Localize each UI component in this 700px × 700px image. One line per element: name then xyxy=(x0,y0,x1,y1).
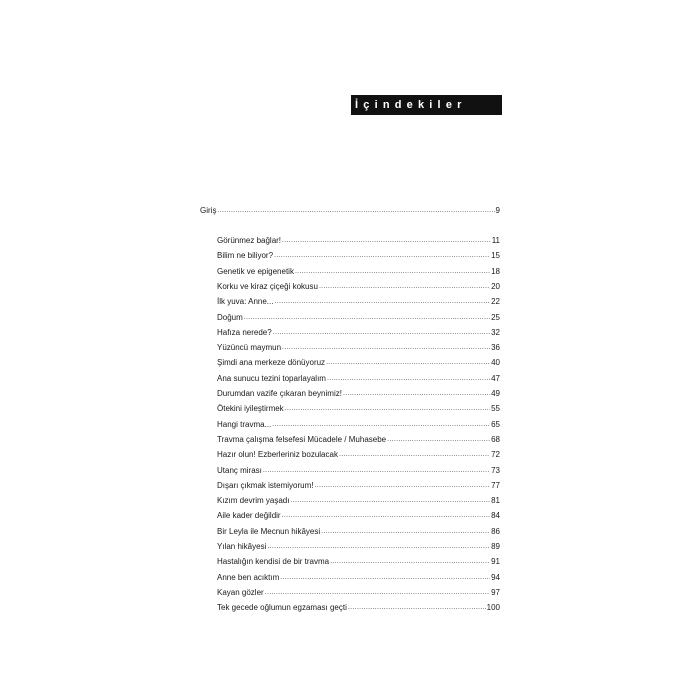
toc-dot-leader xyxy=(290,496,490,506)
toc-entry-title: Genetik ve epigenetik xyxy=(217,266,294,276)
toc-entry-row xyxy=(217,511,500,521)
toc-entry-row xyxy=(217,420,500,430)
toc-entry-page: 40 xyxy=(491,358,500,368)
toc-entry-page: 36 xyxy=(491,343,500,353)
toc-dot-leader xyxy=(339,450,490,460)
toc-entry-page: 86 xyxy=(491,526,500,536)
toc-entry-row xyxy=(217,236,500,246)
toc-entry-row xyxy=(217,358,500,368)
toc-entry-title: Yılan hikâyesi xyxy=(217,542,267,551)
toc-entry-page: 65 xyxy=(491,419,500,429)
toc-dot-leader xyxy=(319,282,490,292)
toc-dot-leader xyxy=(343,389,490,399)
toc-entry-row xyxy=(217,603,500,613)
toc-dot-leader xyxy=(330,557,490,567)
toc-entry-page: 55 xyxy=(491,404,500,414)
toc-dot-leader xyxy=(217,206,494,216)
toc-entry-title: Yüzüncü maymun xyxy=(217,343,282,353)
toc-entry-page: 91 xyxy=(491,557,500,567)
toc-entry-title: Ötekini iyileştirmek xyxy=(217,404,284,414)
toc-entry-title: Korku ve kiraz çiçeği kokusu xyxy=(217,281,318,291)
toc-dot-leader xyxy=(273,328,490,338)
toc-dot-leader xyxy=(387,435,490,445)
toc-entry-title: Utanç mirası xyxy=(217,465,262,475)
toc-entry-row xyxy=(217,496,500,506)
toc-entry-title: Doğum xyxy=(217,312,243,322)
toc-entry-title: Giriş xyxy=(200,206,217,215)
toc-dot-leader xyxy=(267,542,490,552)
toc-entry-title: Dışarı çıkmak istemiyorum! xyxy=(217,480,314,490)
toc-entry-row xyxy=(217,267,500,277)
toc-entry-row xyxy=(217,481,500,491)
toc-entry-title: İlk yuva: Anne... xyxy=(217,297,274,307)
toc-entry-row xyxy=(217,389,500,399)
toc-entry-title: Aile kader değildir xyxy=(217,511,281,521)
toc-dot-leader xyxy=(285,404,490,414)
toc-entry-title: Travma çalışma felsefesi Mücadele / Muhasebe xyxy=(217,434,387,444)
toc-entry-page: 97 xyxy=(491,587,500,597)
toc-entry-row xyxy=(217,297,500,307)
toc-entry-page: 15 xyxy=(491,251,500,261)
toc-entry-page: 22 xyxy=(491,297,500,307)
toc-entry-row xyxy=(217,251,500,261)
toc-entry-title: Durumdan vazife çıkaran beynimiz! xyxy=(217,389,342,398)
toc-entry-page: 20 xyxy=(491,281,500,291)
toc-entry-row xyxy=(217,466,500,476)
toc-entry-row xyxy=(217,527,500,537)
toc-dot-leader xyxy=(295,267,490,277)
toc-dot-leader xyxy=(272,420,490,430)
toc-entry-title: Görünmez bağlar! xyxy=(217,236,282,245)
toc-dot-leader xyxy=(282,343,490,353)
toc-dot-leader xyxy=(348,603,486,613)
toc-dot-leader xyxy=(327,374,490,384)
toc-entry-title: Bilim ne biliyor? xyxy=(217,251,274,261)
toc-dot-leader xyxy=(265,588,490,598)
toc-entry-row xyxy=(217,282,500,292)
toc-entry-page: 18 xyxy=(491,266,500,276)
toc-entry-page: 9 xyxy=(495,206,500,215)
toc-entry-row xyxy=(217,573,500,583)
toc-entry-page: 81 xyxy=(491,496,500,506)
toc-entry-title: Kayan gözler xyxy=(217,587,264,597)
toc-entry-title: Bir Leyla ile Mecnun hikâyesi xyxy=(217,526,321,536)
toc-dot-leader xyxy=(263,466,490,476)
toc-entry-row xyxy=(217,343,500,353)
toc-heading: İçindekiler xyxy=(351,95,502,115)
toc-entry-page: 89 xyxy=(491,542,500,551)
toc-dot-leader xyxy=(280,573,490,583)
toc-entry-row xyxy=(217,313,500,323)
toc-entry-title: Ana sunucu tezini toparlayalım xyxy=(217,373,326,383)
toc-entry-title: Hazır olun! Ezberleriniz bozulacak xyxy=(217,450,338,460)
toc-intro-row xyxy=(200,206,500,216)
toc-entry-row xyxy=(217,450,500,460)
toc-dot-leader xyxy=(314,481,490,491)
toc-entry-row xyxy=(217,588,500,598)
toc-entry-title: Hangi travma... xyxy=(217,419,272,429)
toc-dot-leader xyxy=(274,251,490,261)
toc-entry-row xyxy=(217,404,500,414)
toc-entry-title: Kızım devrim yaşadı xyxy=(217,496,290,506)
toc-entry-title: Anne ben acıktım xyxy=(217,572,280,582)
toc-entry-title: Tek gecede oğlumun egzaması geçti xyxy=(217,603,347,613)
toc-entry-page: 94 xyxy=(491,572,500,582)
toc-entry-row xyxy=(217,374,500,384)
toc-entry-row xyxy=(217,328,500,338)
toc-entry-title: Hastalığın kendisi de bir travma xyxy=(217,557,330,567)
toc-entry-title: Hafıza nerede? xyxy=(217,327,272,337)
toc-entry-page: 68 xyxy=(491,434,500,444)
toc-entry-page: 73 xyxy=(491,465,500,475)
toc-dot-leader xyxy=(282,511,491,521)
toc-entry-page: 84 xyxy=(491,511,500,521)
toc-dot-leader xyxy=(244,313,490,323)
toc-entry-page: 47 xyxy=(491,373,500,383)
toc-entry-page: 25 xyxy=(491,312,500,322)
toc-dot-leader xyxy=(274,297,490,307)
toc-entry-page: 49 xyxy=(491,389,500,398)
toc-entry-page: 77 xyxy=(491,480,500,490)
toc-entry-title: Şimdi ana merkeze dönüyoruz xyxy=(217,358,326,368)
toc-entry-page: 32 xyxy=(491,327,500,337)
toc-dot-leader xyxy=(282,236,491,246)
toc-dot-leader xyxy=(321,527,490,537)
toc-entry-page: 100 xyxy=(486,603,500,613)
toc-entry-row xyxy=(217,542,500,552)
toc-entry-page: 11 xyxy=(491,236,500,245)
toc-entry-row xyxy=(217,435,500,445)
toc-entry-page: 72 xyxy=(491,450,500,460)
toc-entry-row xyxy=(217,557,500,567)
toc-dot-leader xyxy=(326,358,490,368)
